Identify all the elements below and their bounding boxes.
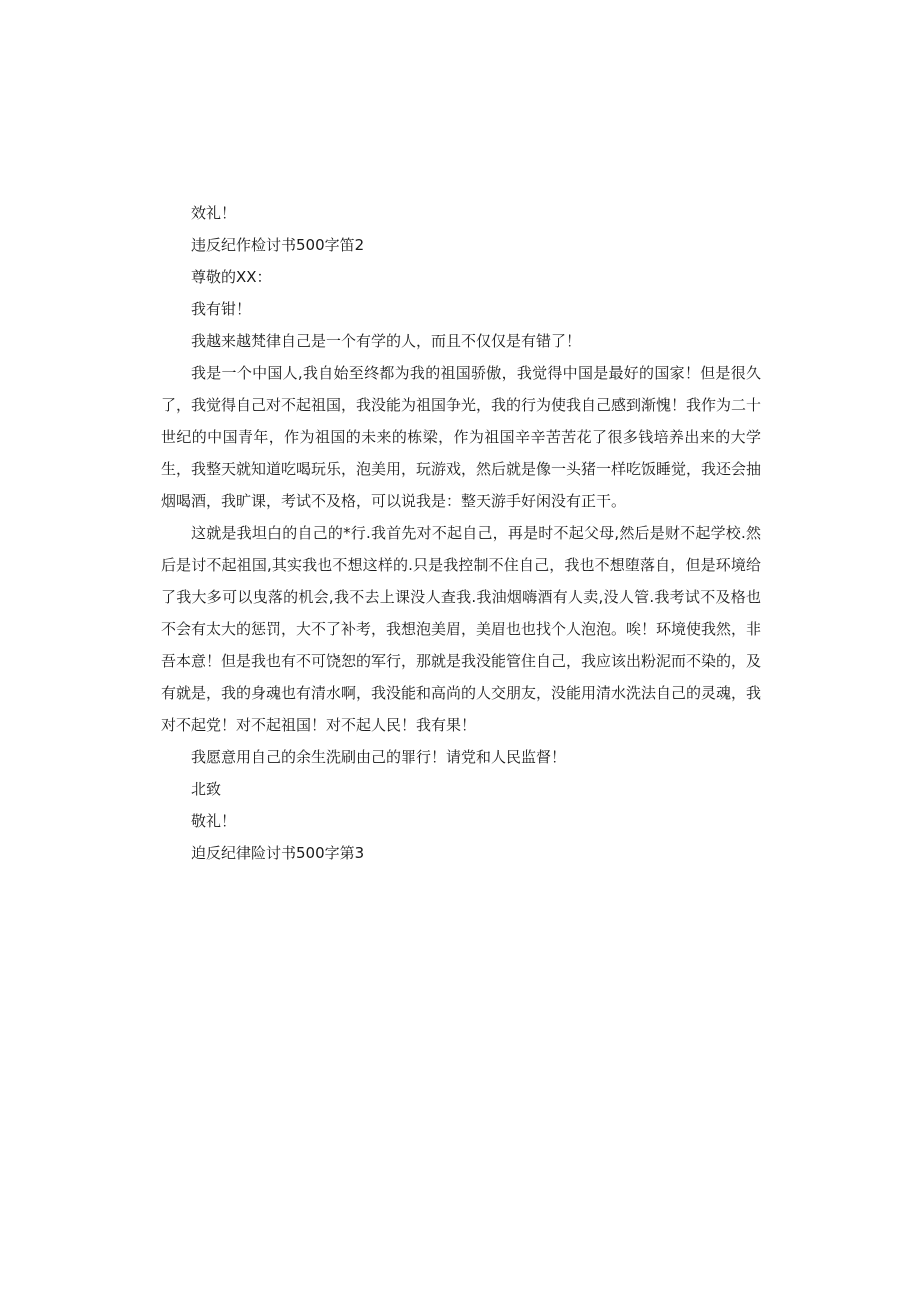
- section-heading-2: 违反纪作检讨书500字笛2: [191, 236, 365, 254]
- closing-salute-1: 效礼！: [191, 204, 237, 222]
- salutation: 尊敬的XX：: [191, 268, 272, 286]
- closing-line: 北致: [191, 780, 222, 798]
- body-paragraph: 我是一个中国人,我自始至终都为我的祖国骄傲，我觉得中国是最好的国家！但是很久了，我觉得自己对不起祖国，我没能为祖国争光，我的行为使我自己感到渐愧！我作为二十世纪的中国青年，作为祖国的未来的栋梁，作为祖国辛辛苦苦花了很多钱培养出来的大学生，我整天就知道吃喝玩乐，泡美用，玩游戏，然后就是像一头猪一样吃饭睡觉，我还会抽烟喝酒，我旷课，考试不及格，可以说我是：整天游手好闲没有正干。: [161, 364, 762, 510]
- body-paragraph: 我愿意用自己的余生洗刷由己的罪行！请党和人民监督！: [191, 748, 567, 766]
- body-paragraph: 这就是我坦白的自己的*行.我首先对不起自己，再是时不起父母,然后是财不起学校.然后是讨不起祖国,其实我也不想这样的.只是我控制不住自己，我也不想堕落自，但是环境给了我大多可以曳落的机会,我不去上课没人查我.我油烟嗨酒有人卖,没人管.我考试不及格也不会有太大的惩罚，大不了补考，我想泡美眉，美眉也也找个人泡泡。唉！环境使我然，非吾本意！但是我也有不可饶恕的军行，那就是我没能管住自己，我应该出粉泥而不染的，及有就是，我的身魂也有清水啊，我没能和高尚的人交朋友，没能用清水洗法自己的灵魂，我对不起党！对不起祖国！对不起人民！我有果！: [161, 524, 762, 734]
- closing-salute-2: 敬礼！: [191, 812, 237, 830]
- section-heading-3: 迫反纪律险讨书500字第3: [191, 844, 365, 862]
- document-body: [161, 197, 761, 869]
- body-paragraph: 我有钳！: [191, 300, 252, 318]
- body-paragraph: 我越来越梵律自己是一个有学的人，而且不仅仅是有错了！: [191, 332, 582, 350]
